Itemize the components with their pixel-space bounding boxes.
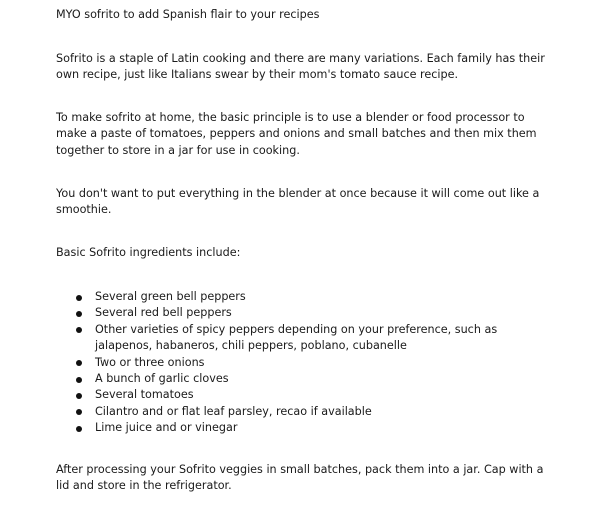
ingredient-text: Several green bell peppers <box>95 290 246 303</box>
list-item <box>76 289 556 305</box>
list-item <box>76 322 556 355</box>
ingredients-list <box>76 289 556 437</box>
closing-paragraph: After processing your Sofrito veggies in small batches, pack them into a jar. Cap with a lid and store in the refrigerator. <box>56 463 544 493</box>
intro-paragraph: Sofrito is a staple of Latin cooking and there are many variations. Each family has their own recipe, just like Italians swear by their mom's tomato sauce recipe. <box>56 52 545 82</box>
bullet-icon <box>76 360 82 366</box>
method-paragraph: To make sofrito at home, the basic principle is to use a blender or food processor to make a paste of tomatoes, peppers and onions and small batches and then mix them together to store in a jar for use in cooking. <box>56 111 537 157</box>
ingredient-text: Other varieties of spicy peppers depending on your preference, such as jalapenos, habaneros, chili peppers, poblano, cubanelle <box>95 322 498 353</box>
list-item <box>76 305 556 321</box>
bullet-icon <box>76 295 82 301</box>
list-item <box>76 404 556 420</box>
bullet-icon <box>76 311 82 317</box>
list-item <box>76 355 556 371</box>
bullet-icon <box>76 393 82 399</box>
ingredient-text: Lime juice and or vinegar <box>95 421 238 435</box>
ingredient-text: Cilantro and or flat leaf parsley, recao if available <box>95 404 372 418</box>
list-item <box>76 420 556 436</box>
bullet-icon <box>76 409 82 415</box>
list-item <box>76 387 556 403</box>
ingredients-heading: Basic Sofrito ingredients include: <box>56 246 241 259</box>
bullet-icon <box>76 426 82 432</box>
bullet-icon <box>76 377 82 383</box>
ingredient-text: Several tomatoes <box>95 388 194 402</box>
bullet-icon <box>76 327 82 333</box>
ingredient-text: Several red bell peppers <box>95 306 232 320</box>
warning-paragraph: You don't want to put everything in the blender at once because it will come out like a smoothie. <box>56 187 540 217</box>
document-title: MYO sofrito to add Spanish flair to your recipes <box>56 8 320 21</box>
ingredient-text: Two or three onions <box>95 355 205 369</box>
list-item <box>76 371 556 387</box>
ingredient-text: A bunch of garlic cloves <box>95 372 229 386</box>
